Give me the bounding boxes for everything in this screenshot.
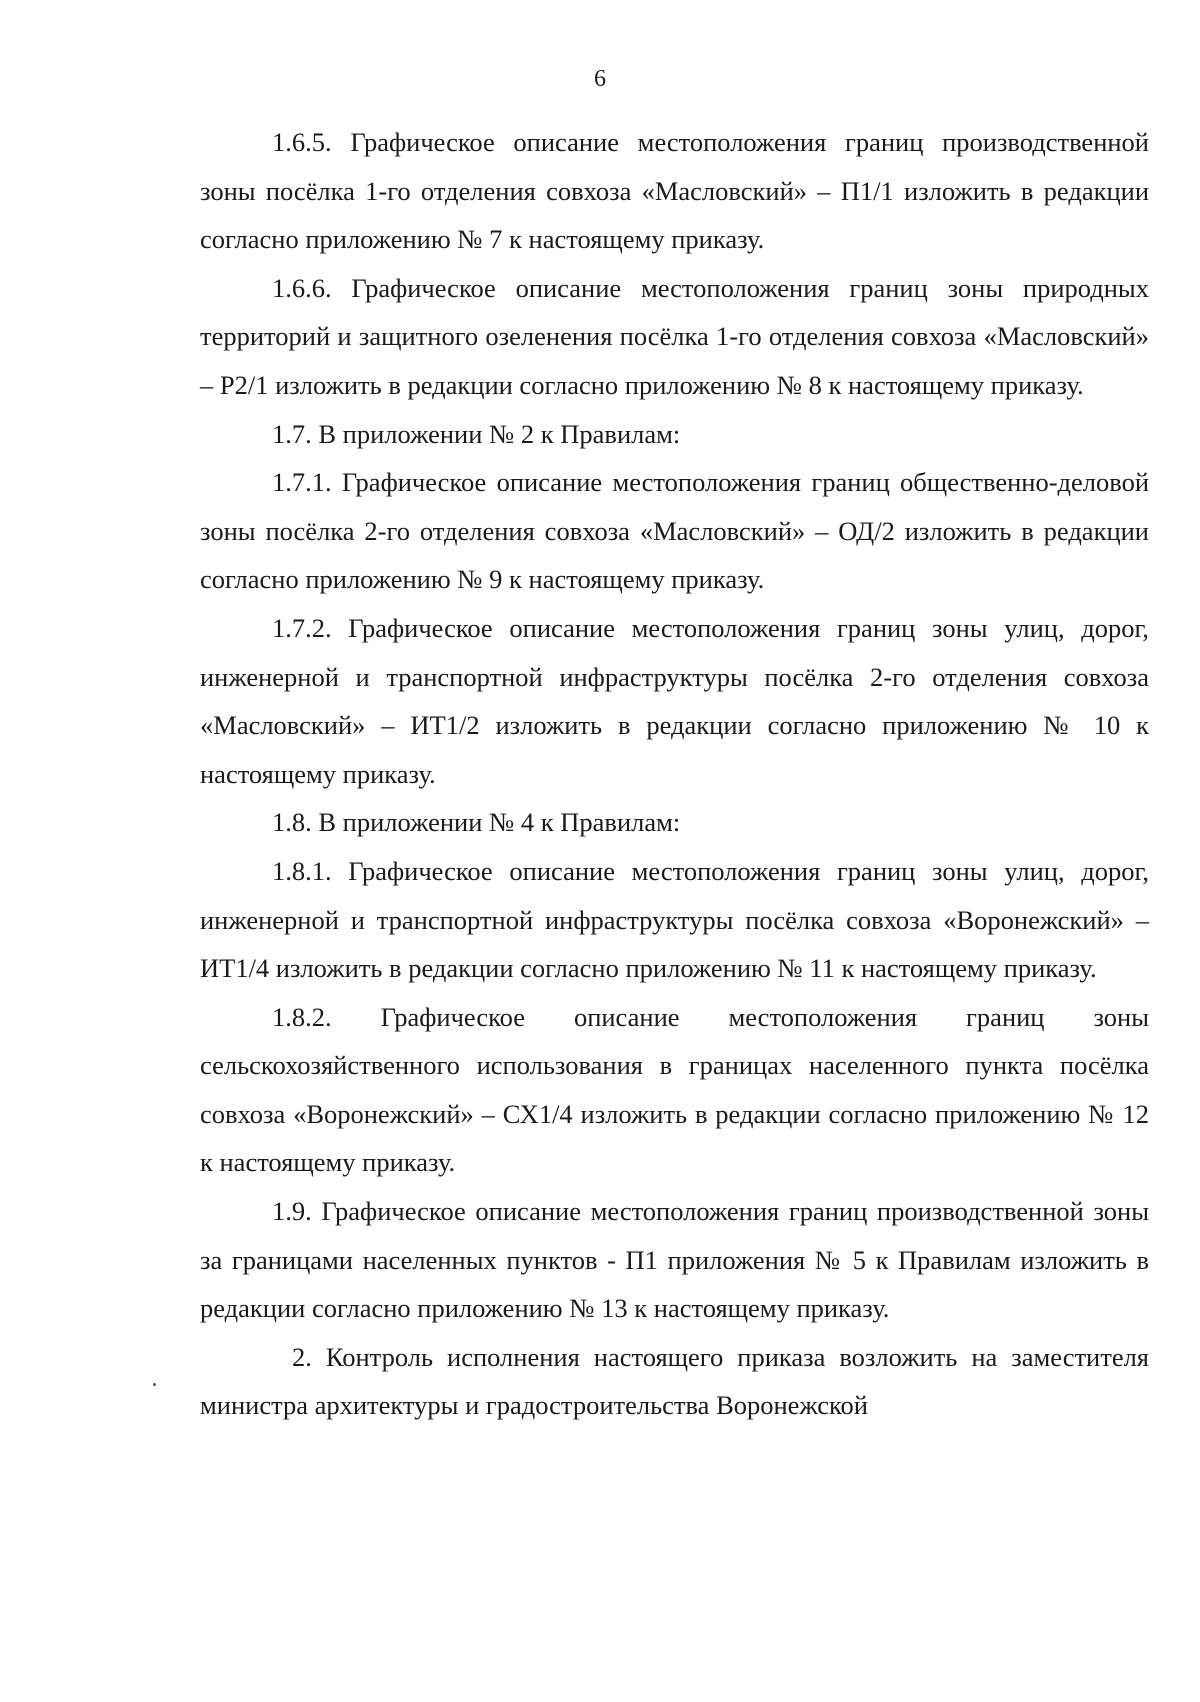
paragraph-2: 2. Контроль исполнения настоящего приказа возложить на заместителя министра архитектуры и градостроительства Воронежской bbox=[200, 1341, 1149, 1421]
document-body bbox=[200, 118, 1149, 1430]
paragraph-1-7: 1.7. В приложении № 2 к Правилам: bbox=[272, 418, 681, 449]
paragraph-1-7-2: 1.7.2. Графическое описание местоположения границ зоны улиц, дорог, инженерной и транспортной инфраструктуры посёлка 2-го отделения совхоза «Масловский» – ИТ1/2 изложить в редакции согласно приложению № 10 к настоящему приказу. bbox=[200, 612, 1149, 789]
paragraph-1-6-6: 1.6.6. Графическое описание местоположения границ зоны природных территорий и защитного озеленения посёлка 1-го отделения совхоза «Масловский» – Р2/1 изложить в редакции согласно приложению № 8 к настоящему приказу. bbox=[200, 272, 1149, 400]
paragraph-1-6-5: 1.6.5. Графическое описание местоположения границ производственной зоны посёлка 1-го отделения совхоза «Масловский» – П1/1 изложить в редакции согласно приложению № 7 к настоящему приказу. bbox=[200, 127, 1149, 255]
paragraph-1-8-1: 1.8.1. Графическое описание местоположения границ зоны улиц, дорог, инженерной и транспортной инфраструктуры посёлка совхоза «Воронежский» – ИТ1/4 изложить в редакции согласно приложению № 11 к настоящему приказу. bbox=[200, 855, 1149, 984]
scan-speck bbox=[153, 1383, 156, 1386]
paragraph-1-8-2: 1.8.2. Графическое описание местоположения границ зоны сельскохозяйственного использования в границах населенного пункта посёлка совхоза «Воронежский» – СХ1/4 изложить в редакции согласно приложению № 12 к настоящему приказу. bbox=[200, 1001, 1149, 1178]
page-number: 6 bbox=[594, 66, 606, 92]
paragraph-1-8: 1.8. В приложении № 4 к Правилам: bbox=[272, 807, 681, 838]
paragraph-1-9: 1.9. Графическое описание местоположения границ производственной зоны за границами населенных пунктов - П1 приложения № 5 к Правилам изложить в редакции согласно приложению № 13 к настоящему приказу. bbox=[200, 1196, 1149, 1324]
paragraph-1-7-1: 1.7.1. Графическое описание местоположения границ общественно-деловой зоны посёлка 2-го отделения совхоза «Масловский» – ОД/2 изложить в редакции согласно приложению № 9 к настоящему приказу. bbox=[200, 467, 1149, 595]
